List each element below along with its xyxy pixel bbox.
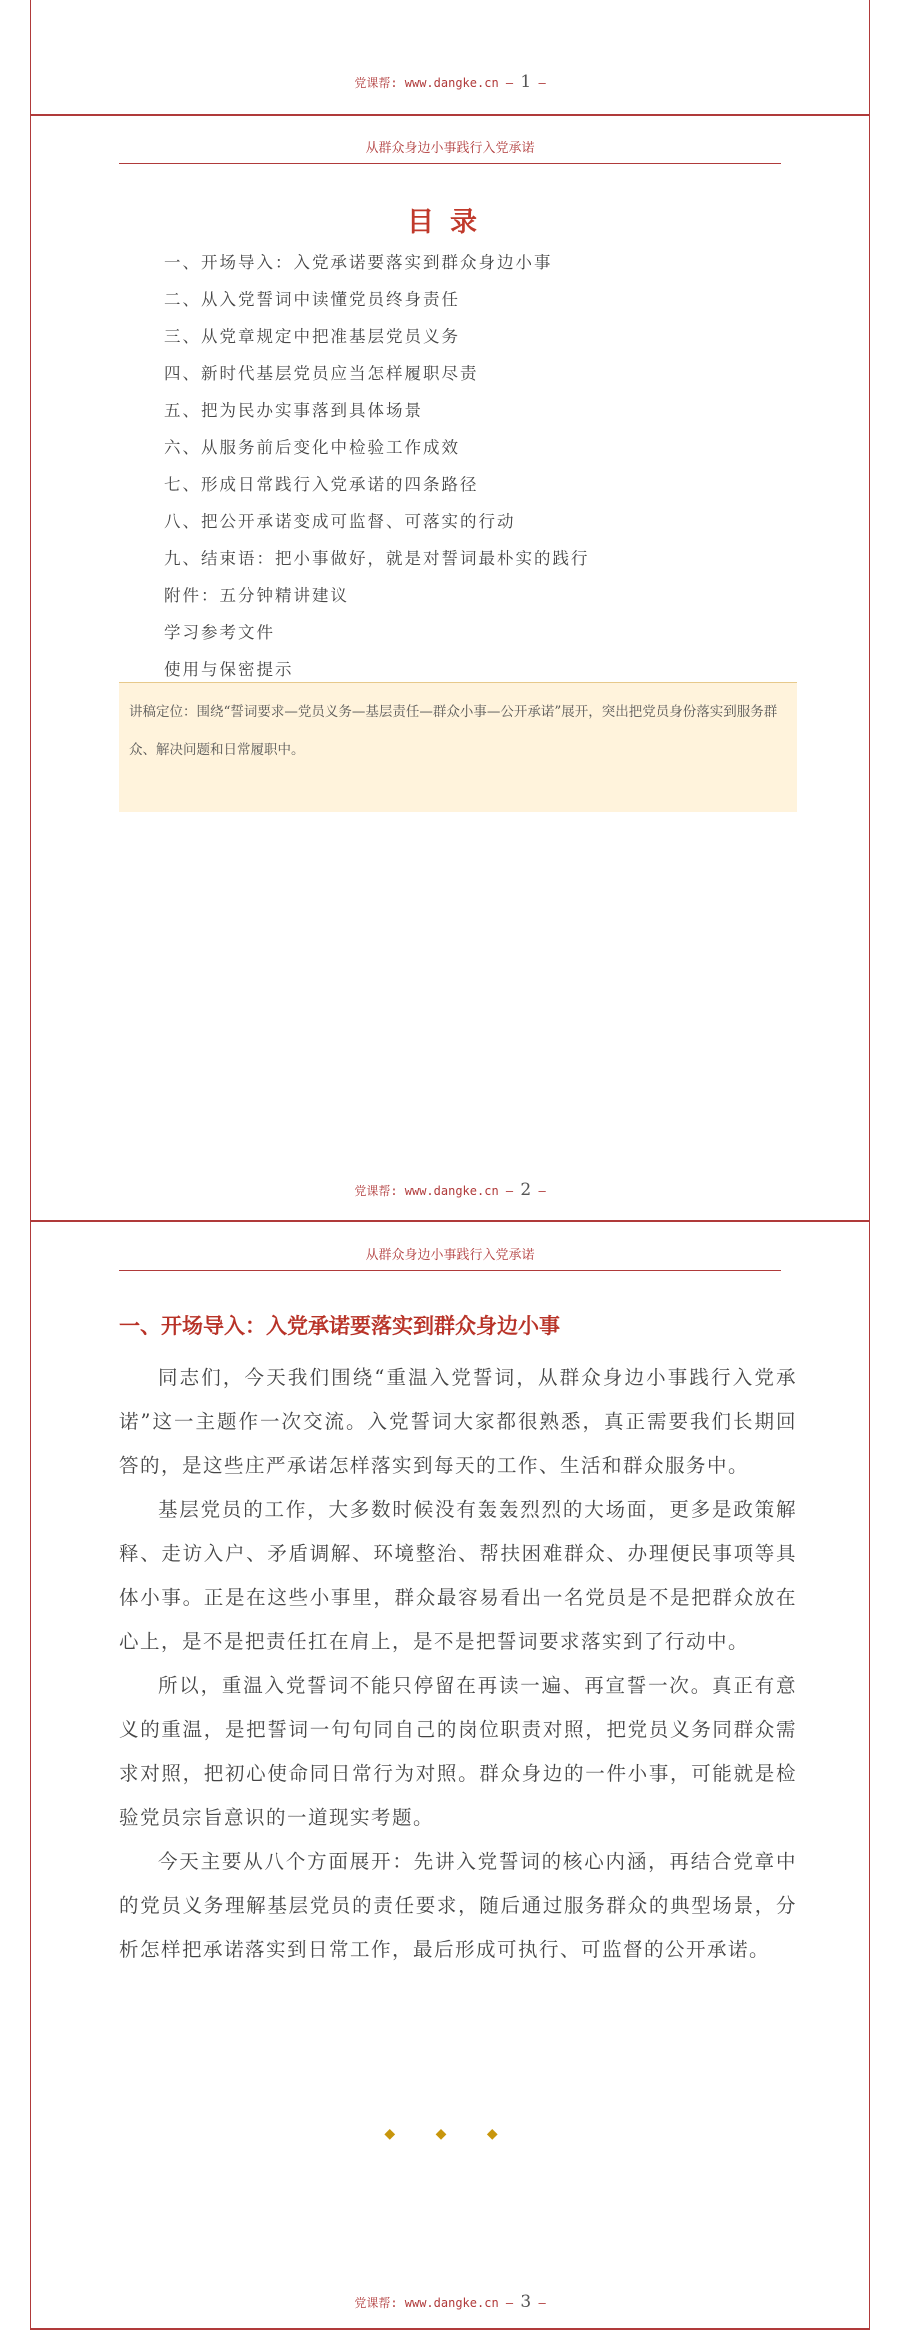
toc-item[interactable]: 学习参考文件: [164, 623, 275, 642]
toc-item[interactable]: 七、形成日常践行入党承诺的四条路径: [164, 475, 479, 494]
toc-item[interactable]: 四、新时代基层党员应当怎样履职尽责: [164, 364, 479, 383]
toc-item[interactable]: 使用与保密提示: [164, 660, 294, 679]
footer-site: 党课帮: www.dangke.cn: [354, 2296, 499, 2310]
page-number: 2: [520, 1180, 532, 1200]
page-1: [30, 0, 870, 114]
toc-item[interactable]: 八、把公开承诺变成可监督、可落实的行动: [164, 512, 516, 531]
toc-item[interactable]: 六、从服务前后变化中检验工作成效: [164, 438, 460, 457]
paragraph: 今天主要从八个方面展开：先讲入党誓词的核心内涵，再结合党章中的党员义务理解基层党员的责任要求，随后通过服务群众的典型场景，分析怎样把承诺落实到日常工作，最后形成可执行、可监督的公开承诺。: [119, 1850, 797, 1961]
section-body: [119, 1356, 797, 1972]
toc-item[interactable]: 九、结束语：把小事做好，就是对誓词最朴实的践行: [164, 549, 590, 568]
page-number: 3: [520, 2292, 532, 2312]
section-divider-diamonds: ◆ ◆ ◆: [384, 2126, 516, 2142]
page-footer: 党课帮: www.dangke.cn — 1 —: [354, 72, 546, 92]
page-2: [30, 114, 870, 1220]
toc-title: 目录: [407, 207, 493, 238]
page-3: [30, 1220, 870, 2330]
toc-item[interactable]: 二、从入党誓词中读懂党员终身责任: [164, 290, 460, 309]
paragraph: 所以，重温入党誓词不能只停留在再读一遍、再宣誓一次。真正有意义的重温，是把誓词一句句同自己的岗位职责对照，把党员义务同群众需求对照，把初心使命同日常行为对照。群众身边的一件小事，可能就是检验党员宗旨意识的一道现实考题。: [119, 1674, 797, 1829]
footer-site: 党课帮: www.dangke.cn: [354, 76, 499, 90]
footer-site: 党课帮: www.dangke.cn: [354, 1184, 499, 1198]
toc-item[interactable]: 三、从党章规定中把准基层党员义务: [164, 327, 460, 346]
paragraph: 基层党员的工作，大多数时候没有轰轰烈烈的大场面，更多是政策解释、走访入户、矛盾调解、环境整治、帮扶困难群众、办理便民事项等具体小事。正是在这些小事里，群众最容易看出一名党员是不是把群众放在心上，是不是把责任扛在肩上，是不是把誓词要求落实到了行动中。: [119, 1498, 797, 1653]
toc-item[interactable]: 附件：五分钟精讲建议: [164, 586, 349, 605]
page-number: 1: [520, 72, 532, 92]
toc-item[interactable]: 一、开场导入：入党承诺要落实到群众身边小事: [164, 253, 553, 272]
paragraph: 同志们，今天我们围绕“重温入党誓词，从群众身边小事践行入党承诺”这一主题作一次交流。入党誓词大家都很熟悉，真正需要我们长期回答的，是这些庄严承诺怎样落实到每天的工作、生活和群众服务中。: [119, 1366, 797, 1477]
running-header: 从群众身边小事践行入党承诺: [119, 137, 781, 164]
page-footer: 党课帮: www.dangke.cn — 3 —: [354, 2292, 546, 2312]
positioning-note: 讲稿定位：围绕“誓词要求—党员义务—基层责任—群众小事—公开承诺”展开，突出把党员身份落实到服务群众、解决问题和日常履职中。: [119, 682, 797, 812]
toc-item[interactable]: 五、把为民办实事落到具体场景: [164, 401, 423, 420]
section-title: 一、开场导入：入党承诺要落实到群众身边小事: [119, 1314, 560, 1338]
page-footer: 党课帮: www.dangke.cn — 2 —: [354, 1180, 546, 1200]
toc-list: [164, 244, 590, 688]
running-header: 从群众身边小事践行入党承诺: [119, 1244, 781, 1271]
